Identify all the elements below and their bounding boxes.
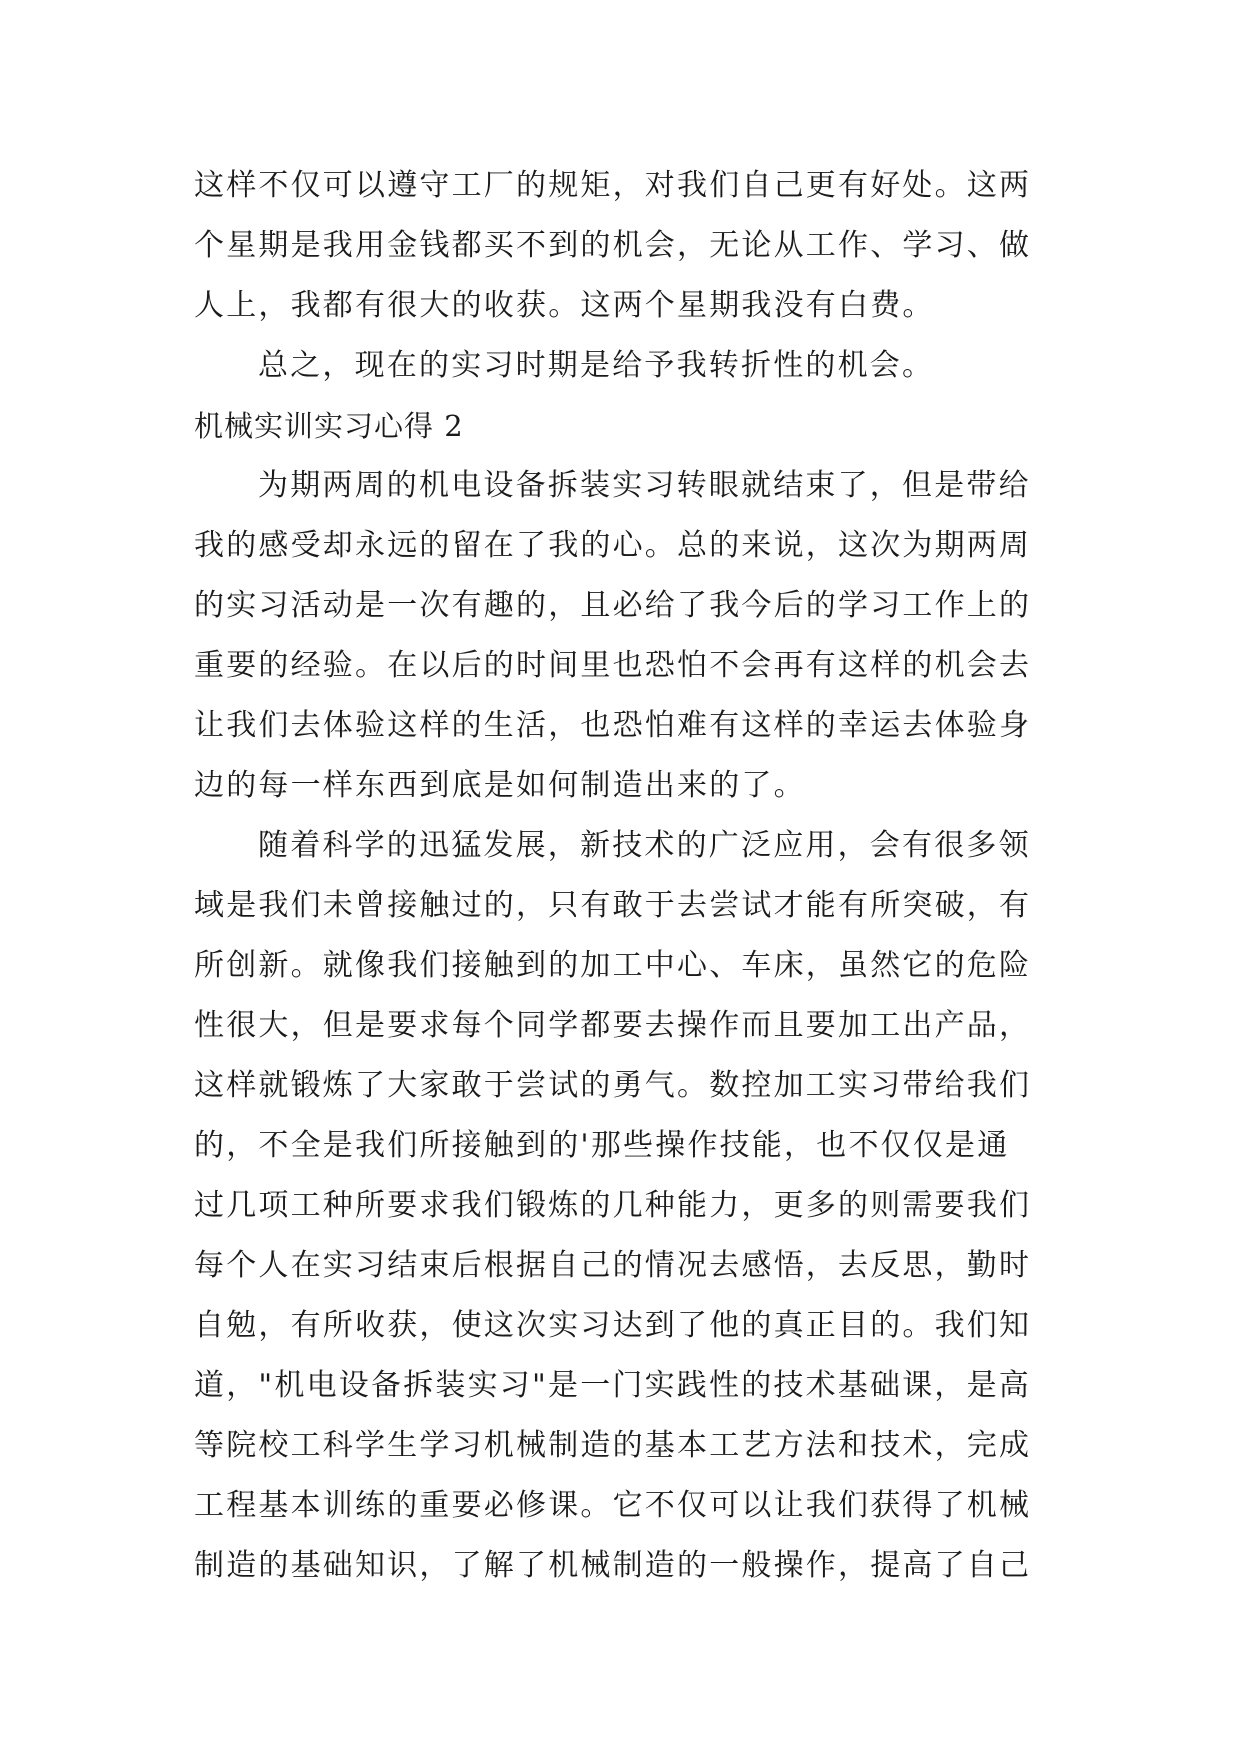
- section-heading: 机械实训实习心得 2: [194, 409, 464, 443]
- text-line: 个星期是我用金钱都买不到的机会，无论从工作、学习、做: [194, 228, 1032, 263]
- text-line: 过几项工种所要求我们锻炼的几种能力，更多的则需要我们: [194, 1188, 1032, 1223]
- text-line: 工程基本训练的重要必修课。它不仅可以让我们获得了机械: [194, 1488, 1032, 1523]
- text-line: 域是我们未曾接触过的，只有敢于去尝试才能有所突破，有: [194, 888, 1032, 923]
- text-line: 这样不仅可以遵守工厂的规矩，对我们自己更有好处。这两: [194, 168, 1032, 203]
- text-line: 道，"机电设备拆装实习"是一门实践性的技术基础课，是高: [194, 1368, 1031, 1403]
- text-line: 让我们去体验这样的生活，也恐怕难有这样的幸运去体验身: [194, 708, 1032, 743]
- text-line: 我的感受却永远的留在了我的心。总的来说，这次为期两周: [194, 528, 1032, 563]
- text-line: 制造的基础知识，了解了机械制造的一般操作，提高了自己: [194, 1548, 1032, 1583]
- text-line: 的，不全是我们所接触到的'那些操作技能，也不仅仅是通: [194, 1128, 1010, 1163]
- text-line: 等院校工科学生学习机械制造的基本工艺方法和技术，完成: [194, 1428, 1032, 1463]
- text-line: 这样就锻炼了大家敢于尝试的勇气。数控加工实习带给我们: [194, 1068, 1032, 1103]
- paragraph-first-line: 总之，现在的实习时期是给予我转折性的机会。: [258, 348, 935, 383]
- paragraph-first-line: 为期两周的机电设备拆装实习转眼就结束了，但是带给: [258, 468, 1031, 503]
- text-line: 所创新。就像我们接触到的加工中心、车床，虽然它的危险: [194, 948, 1032, 983]
- text-line: 重要的经验。在以后的时间里也恐怕不会再有这样的机会去: [194, 648, 1032, 683]
- text-line: 的实习活动是一次有趣的，且必给了我今后的学习工作上的: [194, 588, 1032, 623]
- text-line: 每个人在实习结束后根据自己的情况去感悟，去反思，勤时: [194, 1248, 1032, 1283]
- text-line: 边的每一样东西到底是如何制造出来的了。: [194, 768, 806, 803]
- paragraph-first-line: 随着科学的迅猛发展，新技术的广泛应用，会有很多领: [258, 828, 1031, 863]
- text-line: 人上，我都有很大的收获。这两个星期我没有白费。: [194, 288, 935, 323]
- text-line: 性很大，但是要求每个同学都要去操作而且要加工出产品，: [194, 1008, 1032, 1043]
- document-body: [194, 156, 1054, 1596]
- text-line: 自勉，有所收获，使这次实习达到了他的真正目的。我们知: [194, 1308, 1032, 1343]
